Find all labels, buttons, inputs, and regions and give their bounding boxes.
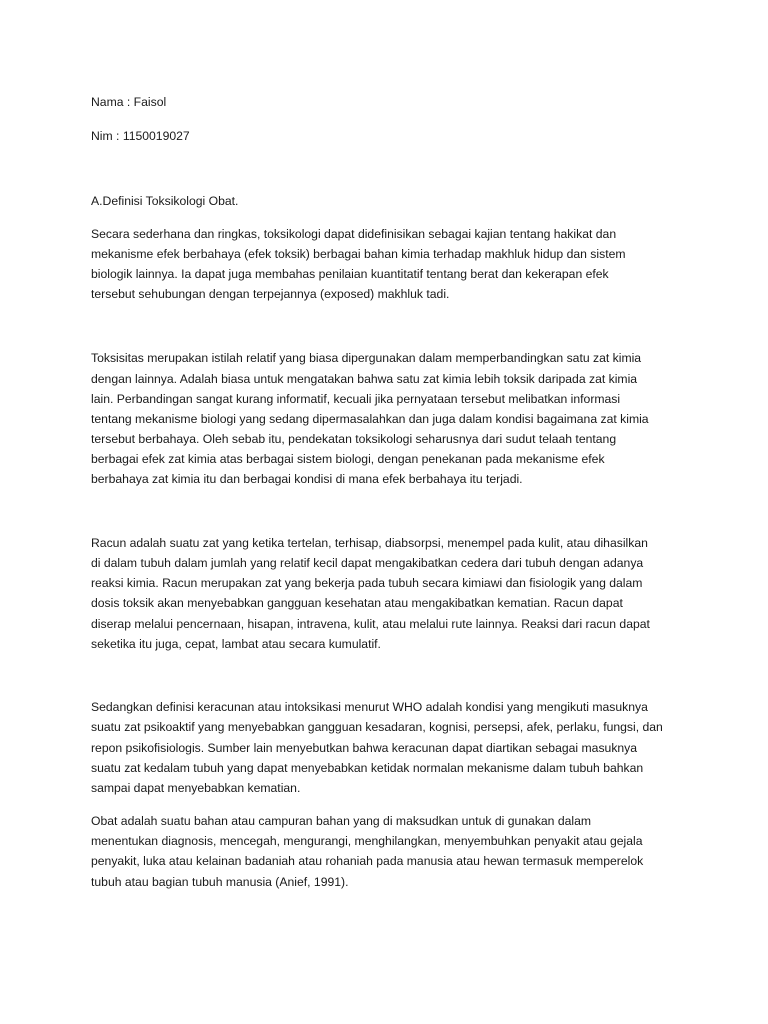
paragraph-4-line: suatu zat kedalam tubuh yang dapat menyebabkan ketidak normalan mekanisme dalam tubuh bahkan xyxy=(91,761,644,775)
paragraph-4-line: repon psikofisiologis. Sumber lain menyebutkan bahwa keracunan dapat diartikan sebagai masuknya xyxy=(91,741,638,755)
paragraph-2-line: berbahaya zat kimia itu dan berbagai kondisi di mana efek berbahaya itu terjadi. xyxy=(91,472,523,486)
paragraph-1-line: tersebut sehubungan dengan terpejannya (exposed) makhluk tadi. xyxy=(91,287,450,301)
paragraph-3-line: dosis toksik akan menyebabkan gangguan kesehatan atau mengakibatkan kematian. Racun dapat xyxy=(91,596,623,610)
paragraph-1-line: Secara sederhana dan ringkas, toksikologi dapat didefinisikan sebagai kajian tentang hakikat dan xyxy=(91,227,617,241)
paragraph-2-line: Toksisitas merupakan istilah relatif yang biasa dipergunakan dalam memperbandingkan satu zat kimia xyxy=(91,351,642,365)
paragraph-1-line: mekanisme efek berbahaya (efek toksik) berbagai bahan kimia terhadap makhluk hidup dan sistem xyxy=(91,247,626,261)
paragraph-3-line: reaksi kimia. Racun merupakan zat yang bekerja pada tubuh secara kimiawi dan fisiologik yang dalam xyxy=(91,576,643,590)
nim-line: Nim : 1150019027 xyxy=(91,129,190,143)
paragraph-2-line: tentang mekanisme biologi yang sedang dipermasalahkan dan juga dalam kondisi bagaimana zat kimia xyxy=(91,412,649,426)
paragraph-1-line: biologik lainnya. Ia dapat juga membahas penilaian kuantitatif tentang berat dan kekerapan efek xyxy=(91,267,609,281)
paragraph-2-line: berbagai efek zat kimia atas berbagai sistem biologi, dengan penekanan pada mekanisme efek xyxy=(91,452,605,466)
paragraph-2-line: tersebut berbahaya. Oleh sebab itu, pendekatan toksikologi seharusnya dari sudut telaah tentang xyxy=(91,432,617,446)
paragraph-3-line: seketika itu juga, cepat, lambat atau secara kumulatif. xyxy=(91,637,381,651)
name-line: Nama : Faisol xyxy=(91,95,167,109)
section-heading: A.Definisi Toksikologi Obat. xyxy=(91,194,239,208)
paragraph-2-line: dengan lainnya. Adalah biasa untuk mengatakan bahwa satu zat kimia lebih toksik daripada zat kimia xyxy=(91,372,638,386)
paragraph-4-line: suatu zat psikoaktif yang menyebabkan gangguan kesadaran, kognisi, persepsi, afek, perlaku, fungsi, dan xyxy=(91,720,663,734)
paragraph-3-line: diserap melalui pencernaan, hisapan, intravena, kulit, atau melalui rute lainnya. Reaksi dari racun dapat xyxy=(91,617,650,631)
paragraph-5-line: tubuh atau bagian tubuh manusia (Anief, 1991). xyxy=(91,875,349,889)
paragraph-4-line: Sedangkan definisi keracunan atau intoksikasi menurut WHO adalah kondisi yang mengikuti masuknya xyxy=(91,700,648,714)
paragraph-3-line: di dalam tubuh dalam jumlah yang relatif kecil dapat mengakibatkan cedera dari tubuh dengan adanya xyxy=(91,556,644,570)
paragraph-5-line: penyakit, luka atau kelainan badaniah atau rohaniah pada manusia atau hewan termasuk memperelok xyxy=(91,854,644,868)
paragraph-5-line: Obat adalah suatu bahan atau campuran bahan yang di maksudkan untuk di gunakan dalam xyxy=(91,814,592,828)
paragraph-3-line: Racun adalah suatu zat yang ketika tertelan, terhisap, diabsorpsi, menempel pada kulit, atau dihasilkan xyxy=(91,536,648,550)
paragraph-4-line: sampai dapat menyebabkan kematian. xyxy=(91,781,301,795)
paragraph-2-line: lain. Perbandingan sangat kurang informatif, kecuali jika pernyataan tersebut melibatkan informasi xyxy=(91,392,621,406)
paragraph-5-line: menentukan diagnosis, mencegah, mengurangi, menghilangkan, menyembuhkan penyakit atau gejala xyxy=(91,834,643,848)
